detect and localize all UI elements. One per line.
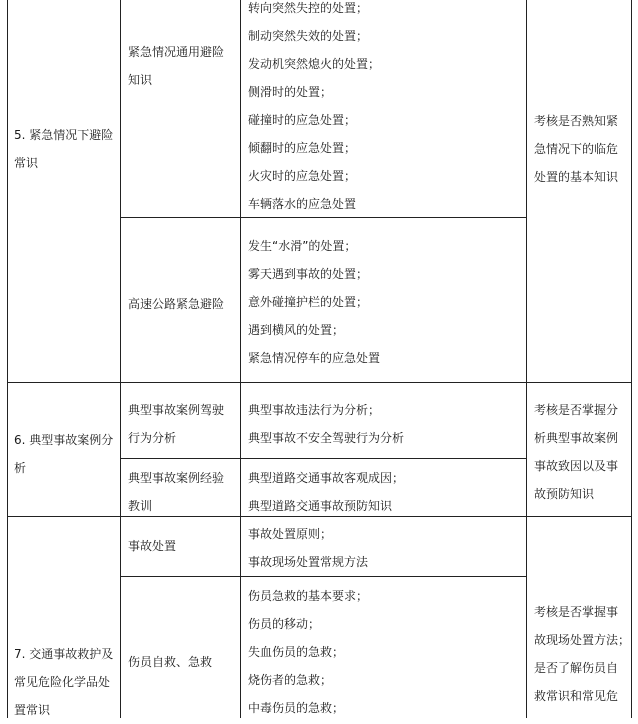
item-text: 典型道路交通事故客观成因；	[248, 471, 405, 485]
items-cell	[248, 0, 523, 218]
category-text: 常识	[14, 156, 39, 170]
subtopic-text: 紧急情况通用避险	[128, 45, 225, 59]
item-text: 失血伤员的急救；	[248, 645, 345, 659]
item-text: 典型事故违法行为分析；	[248, 403, 381, 417]
items-cell	[248, 582, 523, 722]
item-text: 事故处置原则；	[248, 527, 333, 541]
subtopic-text: 行为分析	[128, 431, 177, 445]
item-text: 侧滑时的处置；	[248, 85, 333, 99]
items-cell	[248, 464, 523, 520]
subtopic-text: 知识	[128, 73, 153, 87]
row-divider	[120, 458, 526, 459]
item-text: 中毒伤员的急救；	[248, 701, 345, 715]
item-text: 车辆落水的应急处置	[248, 197, 357, 211]
subtopic-text: 典型事故案例经验	[128, 471, 225, 485]
item-text: 雾天遇到事故的处置；	[248, 267, 369, 281]
assessment-text: 是否了解伤员自	[534, 661, 619, 675]
category-cell	[14, 426, 119, 482]
assessment-cell	[534, 396, 634, 508]
assessment-text: 急情况下的临危	[534, 142, 619, 156]
assessment-text: 考核是否掌握事	[534, 605, 619, 619]
subtopic-cell	[128, 396, 236, 452]
items-cell	[248, 396, 523, 452]
category-text: 5. 紧急情况下避险	[14, 128, 114, 142]
items-cell	[248, 232, 523, 372]
col-divider	[7, 0, 8, 718]
subtopic-cell	[128, 532, 236, 560]
item-text: 火灾时的应急处置；	[248, 169, 357, 183]
item-text: 烧伤者的急救；	[248, 673, 333, 687]
item-text: 制动突然失效的处置；	[248, 29, 369, 43]
item-text: 碰撞时的应急处置；	[248, 113, 357, 127]
item-text: 紧急情况停车的应急处置	[248, 351, 381, 365]
item-text: 发生“水滑”的处置；	[248, 239, 357, 253]
subtopic-text: 伤员自救、急救	[128, 655, 213, 669]
col-divider	[120, 0, 121, 718]
assessment-text: 考核是否熟知紧	[534, 114, 619, 128]
category-text: 析	[14, 461, 27, 475]
items-cell	[248, 520, 523, 576]
row-divider	[7, 382, 632, 383]
category-cell	[14, 121, 119, 177]
assessment-text: 析典型事故案例	[534, 431, 619, 445]
assessment-text: 故现场处置方法；	[534, 633, 631, 647]
item-text: 转向突然失控的处置；	[248, 1, 369, 15]
row-divider	[120, 576, 526, 577]
col-divider	[526, 0, 527, 718]
subtopic-cell	[128, 464, 236, 520]
assessment-text: 事故致因以及事	[534, 459, 619, 473]
col-divider	[240, 0, 241, 718]
subtopic-text: 事故处置	[128, 539, 177, 553]
subtopic-cell	[128, 290, 236, 318]
subtopic-text: 典型事故案例驾驶	[128, 403, 225, 417]
item-text: 倾翻时的应急处置；	[248, 141, 357, 155]
item-text: 意外碰撞护栏的处置；	[248, 295, 369, 309]
item-text: 遇到横风的处置；	[248, 323, 345, 337]
item-text: 伤员的移动；	[248, 617, 321, 631]
assessment-text: 处置的基本知识	[534, 170, 619, 184]
item-text: 发动机突然熄火的处置；	[248, 57, 381, 71]
subtopic-text: 教训	[128, 499, 153, 513]
subtopic-cell	[128, 648, 236, 676]
assessment-text: 考核是否掌握分	[534, 403, 619, 417]
item-text: 典型道路交通事故预防知识	[248, 499, 393, 513]
subtopic-text: 高速公路紧急避险	[128, 297, 225, 311]
category-text: 7. 交通事故救护及	[14, 647, 114, 661]
item-text: 伤员急救的基本要求；	[248, 589, 369, 603]
category-text: 常见危险化学品处	[14, 675, 111, 689]
item-text: 典型事故不安全驾驶行为分析	[248, 431, 405, 445]
item-text: 事故现场处置常规方法	[248, 555, 369, 569]
category-cell	[14, 640, 119, 724]
category-text: 置常识	[14, 703, 51, 717]
assessment-text: 故预防知识	[534, 487, 595, 501]
subtopic-cell	[128, 38, 236, 94]
category-text: 6. 典型事故案例分	[14, 433, 114, 447]
assessment-text: 救常识和常见危	[534, 689, 619, 703]
assessment-cell	[534, 598, 634, 710]
assessment-cell	[534, 107, 634, 191]
